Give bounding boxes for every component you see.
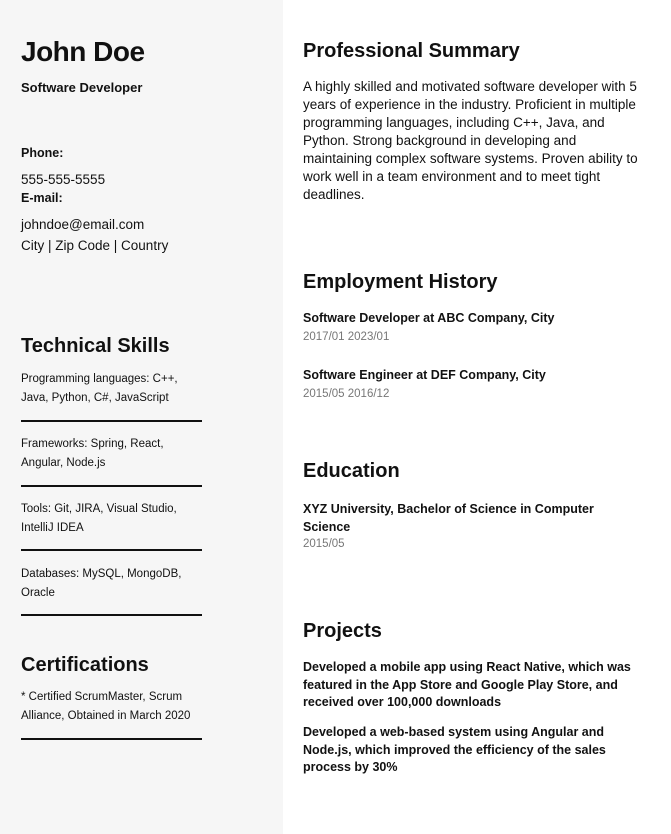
email-label: E-mail: — [21, 191, 63, 205]
certifications-heading: Certifications — [21, 654, 149, 676]
divider — [21, 420, 202, 422]
skill-item: Databases: MySQL, MongoDB, Oracle — [21, 568, 182, 599]
employment-title: Software Engineer at DEF Company, City — [303, 368, 546, 382]
employment-title: Software Developer at ABC Company, City — [303, 311, 555, 325]
employment-dates: 2017/01 2023/01 — [303, 331, 390, 343]
email-value[interactable]: johndoe@email.com — [21, 217, 145, 232]
skill-item: Tools: Git, JIRA, Visual Studio, IntelliJ IDEA — [21, 503, 177, 534]
projects-heading: Projects — [303, 620, 382, 642]
job-title: Software Developer — [21, 80, 143, 95]
candidate-name: John Doe — [21, 36, 145, 67]
employment-dates: 2015/05 2016/12 — [303, 388, 390, 400]
divider — [21, 738, 202, 740]
skill-item: Frameworks: Spring, React, Angular, Node.js — [21, 438, 164, 469]
divider — [21, 485, 202, 487]
divider — [21, 614, 202, 616]
project-item: Developed a web-based system using Angular and Node.js, which improved the efficiency of the sales process by 30% — [303, 725, 606, 774]
phone-label: Phone: — [21, 146, 64, 160]
technical-skills-heading: Technical Skills — [21, 335, 170, 357]
skill-item: Programming languages: C++, Java, Python, C#, JavaScript — [21, 373, 178, 404]
summary-text: A highly skilled and motivated software developer with 5 years of experience in the industry. Proficient in multiple programming languages, including C++, Java, and Python. Strong background in developing and maintaining complex software systems. Proven ability to work well in a team environment and to meet tight deadlines. — [303, 79, 638, 202]
divider — [21, 549, 202, 551]
education-title: XYZ University, Bachelor of Science in Computer Science — [303, 502, 594, 534]
professional-summary-heading: Professional Summary — [303, 40, 520, 62]
education-heading: Education — [303, 460, 400, 482]
phone-value: 555-555-5555 — [21, 172, 106, 187]
address-value: City | Zip Code | Country — [21, 238, 169, 253]
project-item: Developed a mobile app using React Native, which was featured in the App Store and Google Play Store, and received over 100,000 downloads — [303, 660, 631, 709]
certification-item: * Certified ScrumMaster, Scrum Alliance, Obtained in March 2020 — [21, 691, 191, 722]
employment-history-heading: Employment History — [303, 271, 498, 293]
education-date: 2015/05 — [303, 538, 345, 550]
